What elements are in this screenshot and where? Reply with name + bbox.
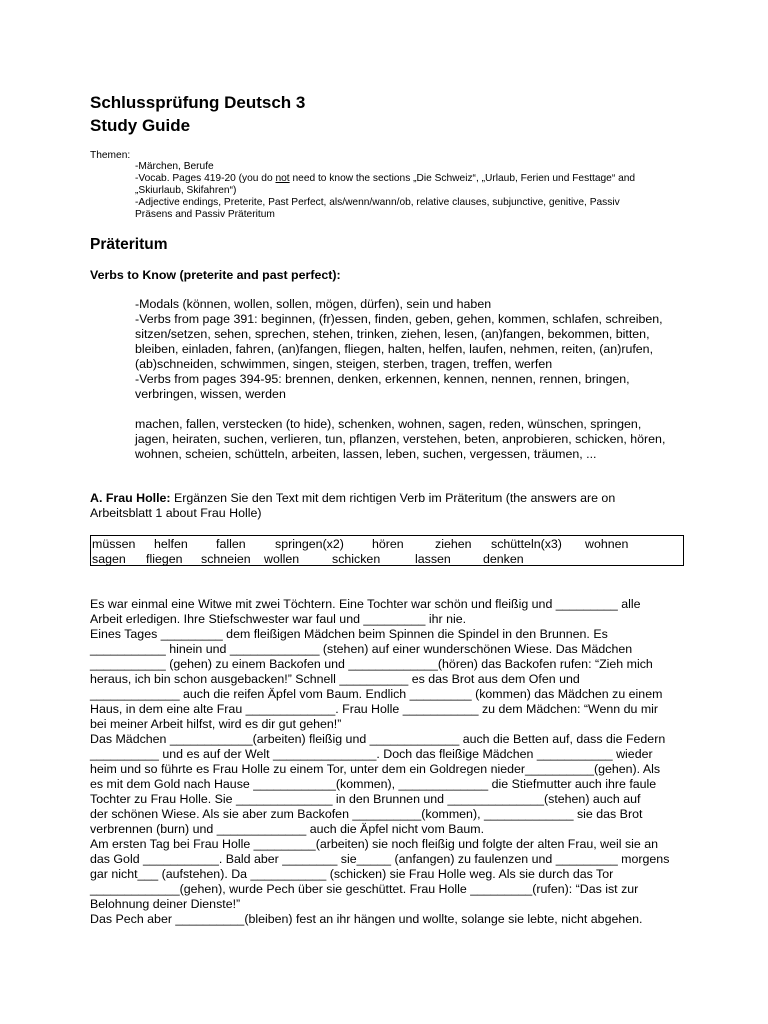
verbs-line: bleiben, einladen, fahren, (an)fangen, fliegen, halten, helfen, laufen, nehmen, reiten, (an)rufen, [135, 342, 654, 356]
themen-item: -Vocab. Pages 419-20 (you do not need to know the sections „Die Schweiz“, „Urlaub, Ferien und Festtage“ and [135, 173, 636, 184]
story-line: Es war einmal eine Witwe mit zwei Töchtern. Eine Tochter war schön und fleißig und _________ alle [90, 597, 641, 611]
word-bank-word: wollen [264, 552, 300, 566]
story-line: der schönen Wiese. Als sie aber zum Backofen __________(kommen), _____________ sie das Brot [90, 807, 643, 821]
word-bank-word: ziehen [435, 537, 472, 551]
word-bank-word: sagen [92, 552, 126, 566]
story-line: ___________ (gehen) zu einem Backofen und _____________(hören) das Backofen rufen: “Zieh mich [90, 657, 653, 671]
section-heading: Präteritum [90, 236, 168, 253]
story-line: Am ersten Tag bei Frau Holle _________(arbeiten) sie noch fleißig und folgte der alten Frau, weil sie an [90, 837, 659, 851]
page-subtitle: Study Guide [90, 116, 191, 135]
word-bank-word: schicken [332, 552, 381, 566]
story-line: Eines Tages _________ dem fleißigen Mädchen beim Spinnen die Spindel in den Brunnen. Es [90, 627, 608, 641]
story-line: gar nicht___ (aufstehen). Da ___________ (schicken) sie Frau Holle weg. Als sie durch das Tor [90, 867, 614, 881]
themen-item: „Skiurlaub, Skifahren“) [135, 185, 237, 196]
story-line: __________ und es auf der Welt _______________. Doch das fleißige Mädchen ___________ wieder [90, 747, 653, 761]
exercise-label: A. Frau Holle: [90, 491, 171, 505]
word-bank-word: müssen [92, 537, 136, 551]
word-bank-word: schneien [201, 552, 251, 566]
story-line: _____________(gehen), wurde Pech über sie geschüttet. Frau Holle _________(rufen): “Das ist zur [90, 882, 639, 896]
verbs-line: -Modals (können, wollen, sollen, mögen, dürfen), sein und haben [135, 297, 492, 311]
verbs-line: machen, fallen, verstecken (to hide), schenken, wohnen, sagen, reden, wünschen, springen, [135, 417, 642, 431]
verbs-line: -Verbs from page 391: beginnen, (fr)essen, finden, geben, gehen, kommen, schlafen, schreiben, [135, 312, 663, 326]
story-line: das Gold ___________. Bald aber ________ sie_____ (anfangen) zu faulenzen und _________ morgens [90, 852, 670, 866]
emphasis-not: not [275, 173, 290, 184]
story-line: Arbeit erledigen. Ihre Stiefschwester war faul und _________ ihr nie. [90, 612, 467, 626]
story-line: Tochter zu Frau Holle. Sie ______________ in den Brunnen und ______________(stehen) auch auf [90, 792, 641, 806]
page-title: Schlussprüfung Deutsch 3 [90, 93, 306, 112]
story-line: verbrennen (burn) und _____________ auch die Äpfel nicht vom Baum. [90, 822, 485, 836]
verbs-line: jagen, heiraten, suchen, verlieren, tun, pflanzen, verstehen, beten, anprobieren, schicken, hören, [135, 432, 666, 446]
verbs-line: verbringen, wissen, werden [135, 387, 286, 401]
word-bank-word: schütteln(x3) [491, 537, 562, 551]
word-bank-word: helfen [154, 537, 188, 551]
story-line: heraus, ich bin schon ausgebacken!” Schnell __________ es das Brot aus dem Ofen und [90, 672, 580, 686]
story-line: _____________ auch die reifen Äpfel vom Baum. Endlich _________ (kommen) das Mädchen zu einem [90, 687, 663, 701]
verbs-line: sitzen/setzen, sehen, sprechen, stehen, trinken, ziehen, lesen, (an)fangen, bekommen, bitten, [135, 327, 650, 341]
themen-item: -Märchen, Berufe [135, 161, 214, 172]
word-bank-word: fliegen [146, 552, 183, 566]
verbs-heading: Verbs to Know (preterite and past perfect): [90, 268, 341, 282]
word-bank-word: hören [372, 537, 404, 551]
word-bank-word: springen(x2) [275, 537, 344, 551]
word-bank-word: fallen [216, 537, 246, 551]
word-bank-word: denken [483, 552, 524, 566]
story-line: Das Mädchen ____________(arbeiten) fleißig und _____________ auch die Betten auf, dass die Federn [90, 732, 666, 746]
story-line: Belohnung deiner Dienste!” [90, 897, 241, 911]
story-line: bei meiner Arbeit hilfst, wird es dir gut gehen!” [90, 717, 342, 731]
story-line: es mit dem Gold nach Hause ____________(kommen), _____________ die Stiefmutter auch ihre faule [90, 777, 657, 791]
story-line: Das Pech aber __________(bleiben) fest an ihr hängen und wollte, solange sie lebte, nicht abgehen. [90, 912, 643, 926]
themen-item: -Adjective endings, Preterite, Past Perfect, als/wenn/wann/ob, relative clauses, subjunctive, genitive, Passiv [135, 197, 620, 208]
verbs-line: (ab)schneiden, schwimmen, singen, steigen, sterben, tragen, treffen, werfen [135, 357, 553, 371]
verbs-line: wohnen, scheien, schütteln, arbeiten, lassen, leben, suchen, vergessen, träumen, ... [135, 447, 597, 461]
themen-label: Themen: [90, 150, 131, 161]
verbs-line: -Verbs from pages 394-95: brennen, denken, erkennen, kennen, nennen, rennen, bringen, [135, 372, 630, 386]
word-bank-word: wohnen [585, 537, 629, 551]
word-bank-word: lassen [415, 552, 451, 566]
exercise-instruction: A. Frau Holle: Ergänzen Sie den Text mit dem richtigen Verb im Präteritum (the answers are on [90, 491, 616, 505]
story-line: heim und so führte es Frau Holle zu einem Tor, unter dem ein Goldregen nieder__________(gehen). Als [90, 762, 661, 776]
word-bank [90, 535, 684, 566]
story-line: ___________ hinein und _____________ (stehen) auf einer wunderschönen Wiese. Das Mädchen [90, 642, 633, 656]
exercise-instruction-cont: Arbeitsblatt 1 about Frau Holle) [90, 506, 262, 520]
story-line: Haus, in dem eine alte Frau _____________. Frau Holle ___________ zu dem Mädchen: “Wenn du mir [90, 702, 659, 716]
themen-item: Präsens and Passiv Präteritum [135, 209, 275, 220]
